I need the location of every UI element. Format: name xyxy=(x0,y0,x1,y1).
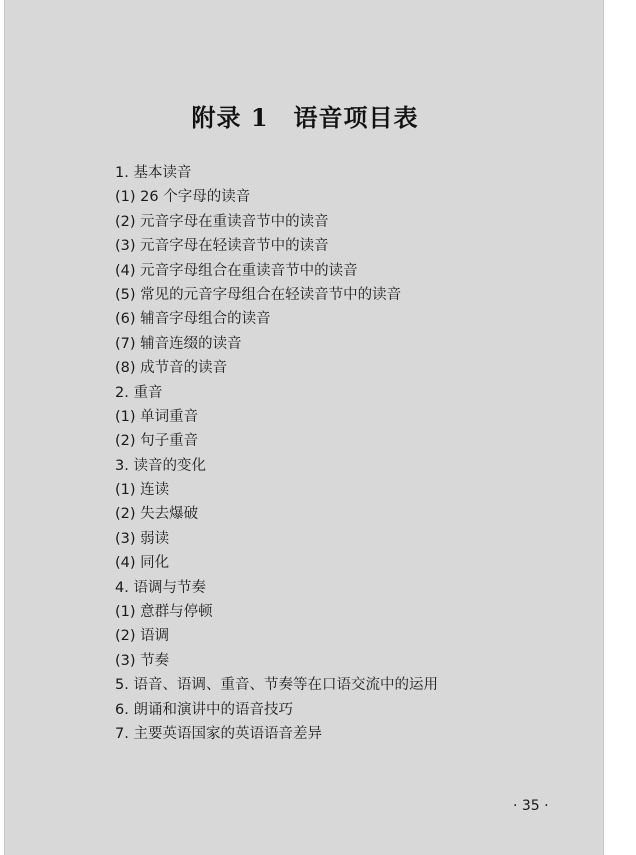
list-item: 5. 语音、语调、重音、节奏等在口语交流中的运用 xyxy=(115,677,438,694)
list-item: (1) 单词重音 xyxy=(115,408,199,425)
list-item: (5) 常见的元音字母组合在轻读音节中的读音 xyxy=(115,286,402,303)
list-item: 3. 读音的变化 xyxy=(115,457,206,474)
list-item: (7) 辅音连缀的读音 xyxy=(115,335,242,352)
list-item: (2) 元音字母在重读音节中的读音 xyxy=(115,213,329,230)
list-item: (2) 句子重音 xyxy=(115,433,199,450)
list-item: (4) 元音字母组合在重读音节中的读音 xyxy=(115,262,358,279)
list-item: (1) 连读 xyxy=(115,482,170,499)
list-item: (3) 弱读 xyxy=(115,530,170,547)
list-item: (2) 失去爆破 xyxy=(115,506,199,523)
list-item: 1. 基本读音 xyxy=(115,165,192,181)
list-item: (1) 意群与停顿 xyxy=(115,604,213,621)
pronunciation-items-list xyxy=(115,161,555,746)
list-item: (1) 26 个字母的读音 xyxy=(115,189,251,206)
list-item: (6) 辅音字母组合的读音 xyxy=(115,311,271,328)
book-page xyxy=(4,0,604,855)
list-item: (4) 同化 xyxy=(115,555,170,572)
list-item: (2) 语调 xyxy=(115,628,170,645)
list-item: (8) 成节音的读音 xyxy=(115,360,228,377)
list-item: (3) 元音字母在轻读音节中的读音 xyxy=(115,238,329,255)
list-item: 4. 语调与节奏 xyxy=(115,579,206,596)
list-item: 6. 朗诵和演讲中的语音技巧 xyxy=(115,701,293,718)
list-item: 7. 主要英语国家的英语语音差异 xyxy=(115,725,322,742)
page-number: · 35 · xyxy=(513,798,549,814)
list-item: 2. 重音 xyxy=(115,384,163,401)
list-item: (3) 节奏 xyxy=(115,652,170,669)
page-title: 附录 1 语音项目表 xyxy=(191,103,419,132)
